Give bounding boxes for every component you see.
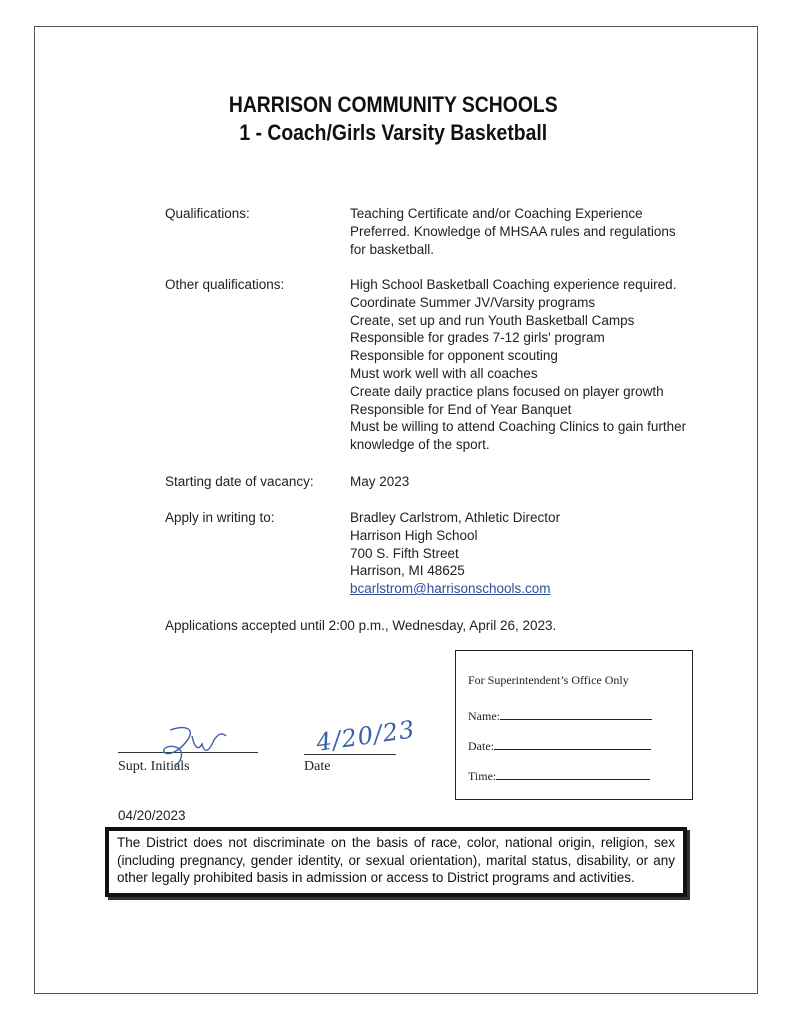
- other-qualifications-line: Must work well with all coaches: [350, 365, 538, 381]
- apply-address-line: Harrison, MI 48625: [350, 563, 465, 579]
- other-qualifications-line: Create, set up and run Youth Basketball Camps: [350, 312, 635, 328]
- apply-address-line: 700 S. Fifth Street: [350, 545, 459, 561]
- office-name-field: [468, 709, 652, 724]
- other-qualifications-label: Other qualifications:: [165, 277, 285, 292]
- office-box-heading: For Superintendent’s Office Only: [468, 673, 629, 687]
- time-blank-line: [496, 769, 650, 780]
- handwritten-date: 4/20/23: [314, 715, 417, 757]
- qualifications-text: [350, 205, 676, 258]
- other-qualifications-line: Create daily practice plans focused on player growth: [350, 383, 664, 399]
- superintendent-office-box: [455, 650, 693, 800]
- apply-address-line: Harrison High School: [350, 527, 478, 543]
- document-date: 04/20/2023: [118, 808, 186, 823]
- other-qualifications-line: Coordinate Summer JV/Varsity programs: [350, 294, 596, 310]
- page-subtitle: 1 - Coach/Girls Varsity Basketball: [239, 120, 548, 145]
- qualifications-line: for basketball.: [350, 241, 435, 257]
- qualifications-line: Preferred. Knowledge of MHSAA rules and regulations: [350, 223, 676, 239]
- starting-date-value: May 2023: [350, 474, 410, 489]
- apply-label: Apply in writing to:: [165, 510, 275, 525]
- other-qualifications-line: knowledge of the sport.: [350, 437, 490, 453]
- office-time-field: [468, 769, 650, 784]
- office-time-label: Time:: [468, 769, 497, 783]
- other-qualifications-list: [350, 276, 686, 454]
- date-blank-line: [494, 739, 651, 750]
- other-qualifications-line: Must be willing to attend Coaching Clinics to gain further: [350, 419, 687, 435]
- office-date-field: [468, 739, 651, 754]
- other-qualifications-line: High School Basketball Coaching experience required.: [350, 277, 677, 292]
- office-date-label: Date:: [468, 739, 494, 753]
- apply-address: [350, 509, 560, 598]
- name-blank-line: [500, 709, 652, 720]
- date-label: Date: [304, 759, 331, 774]
- email-link[interactable]: bcarlstrom@harrisonschools.com: [350, 581, 551, 597]
- apply-address-line: Bradley Carlstrom, Athletic Director: [350, 510, 561, 525]
- starting-date-label: Starting date of vacancy:: [165, 474, 314, 489]
- office-name-label: Name:: [468, 709, 500, 723]
- supt-initials-label: Supt. Initials: [118, 759, 190, 774]
- other-qualifications-line: Responsible for grades 7-12 girls' program: [350, 330, 605, 346]
- applications-deadline: Applications accepted until 2:00 p.m., Wednesday, April 26, 2023.: [165, 618, 557, 633]
- other-qualifications-line: Responsible for opponent scouting: [350, 348, 558, 364]
- nondiscrimination-notice: The District does not discriminate on the basis of race, color, national origin, religion, sex (including pregnancy, gender identity, or sexual orientation), marital status, disability, or any other legally prohibited basis in admission or access to District programs and activities.: [105, 827, 687, 897]
- page-title: HARRISON COMMUNITY SCHOOLS: [228, 92, 558, 117]
- qualifications-line: Teaching Certificate and/or Coaching Experience: [350, 206, 643, 221]
- other-qualifications-line: Responsible for End of Year Banquet: [350, 401, 572, 417]
- qualifications-label: Qualifications:: [165, 206, 250, 221]
